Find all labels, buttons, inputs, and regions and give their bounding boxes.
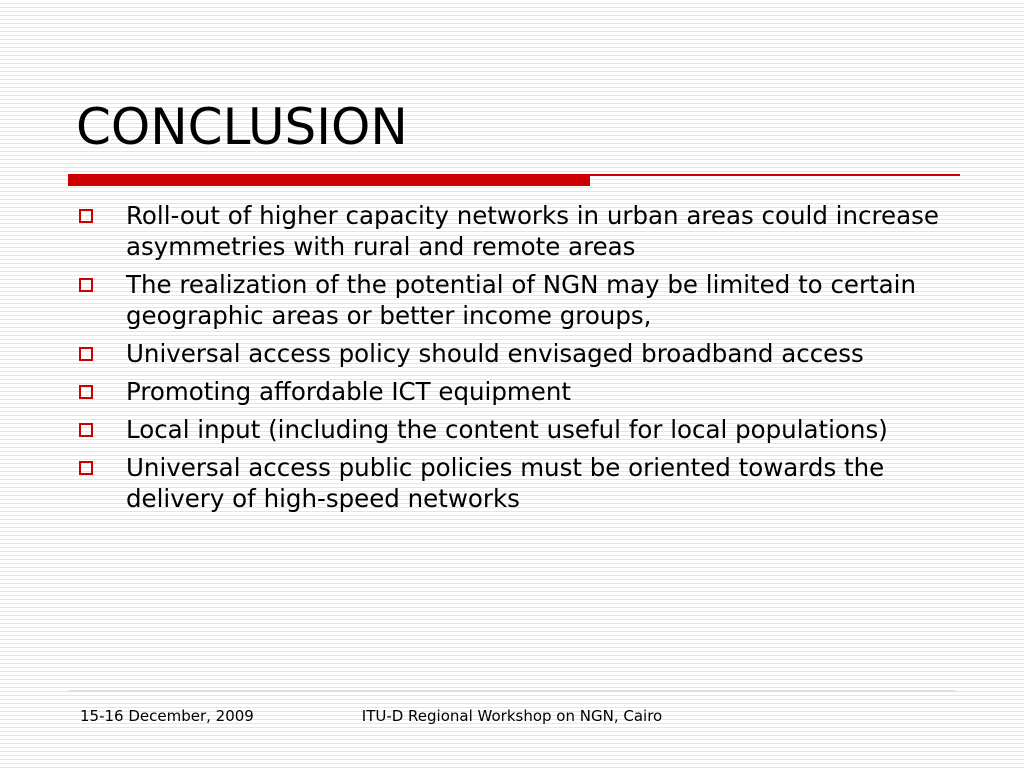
- title-underline: [68, 174, 960, 186]
- bullet-item: [76, 414, 966, 445]
- bullet-item: [76, 269, 966, 331]
- bullet-item: [76, 376, 966, 407]
- bullet-text: The realization of the potential of NGN may be limited to certain geographic areas or better income groups,: [126, 270, 917, 330]
- hollow-square-icon: [79, 209, 93, 223]
- footer-date: 15-16 December, 2009: [80, 707, 254, 725]
- hollow-square-icon: [79, 423, 93, 437]
- bullet-item: [76, 200, 966, 262]
- footer-divider: [68, 690, 956, 692]
- title-underline-thick: [68, 174, 590, 186]
- bullet-item: [76, 338, 966, 369]
- title-underline-thin: [590, 174, 960, 176]
- footer-event: ITU-D Regional Workshop on NGN, Cairo: [361, 707, 663, 725]
- bullet-text: Universal access policy should envisaged broadband access: [126, 339, 864, 368]
- bullet-text: Roll-out of higher capacity networks in urban areas could increase asymmetries with rural and remote areas: [126, 201, 939, 261]
- bullet-list: [76, 200, 966, 521]
- hollow-square-icon: [79, 461, 93, 475]
- slide-title: CONCLUSION: [76, 98, 408, 156]
- bullet-text: Promoting affordable ICT equipment: [126, 377, 571, 406]
- hollow-square-icon: [79, 347, 93, 361]
- bullet-text: Local input (including the content useful for local populations): [126, 415, 888, 444]
- bullet-item: [76, 452, 966, 514]
- bullet-text: Universal access public policies must be oriented towards the delivery of high-speed networks: [126, 453, 885, 513]
- hollow-square-icon: [79, 385, 93, 399]
- hollow-square-icon: [79, 278, 93, 292]
